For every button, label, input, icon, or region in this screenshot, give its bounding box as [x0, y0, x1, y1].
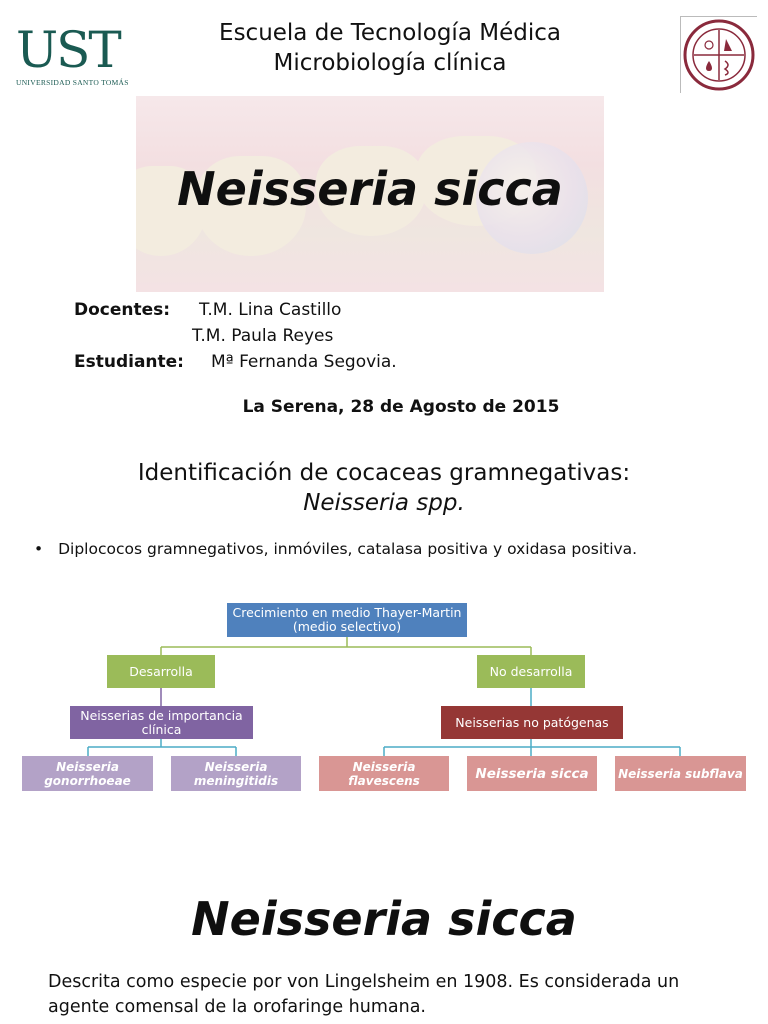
diagram-gonorrhoeae	[22, 756, 153, 791]
main-description: Descrita como especie por von Lingelsheim en 1908. Es considerada un agente comensal de la orofaringe humana.	[48, 972, 680, 1017]
diagram-flavescens	[319, 756, 449, 791]
diagram-no-patogenas	[441, 706, 623, 739]
logo-subtitle: UNIVERSIDAD SANTO TOMÁS	[16, 78, 129, 87]
diagram-flavescens-text: Neisseria flavescens	[348, 759, 420, 788]
diagram-no-patogenas-text: Neisserias no patógenas	[455, 714, 609, 730]
diagram-desarrolla	[107, 655, 215, 688]
header-title-line1: Escuela de Tecnología Médica	[219, 20, 561, 46]
diagram-sicca-text: Neisseria sicca	[475, 765, 589, 782]
diagram-root-text: Crecimiento en medio Thayer-Martin (medio selectivo)	[232, 605, 462, 634]
header-title-line2: Microbiología clínica	[273, 50, 507, 76]
section-title-line1: Identificación de cocaceas gramnegativas:	[137, 460, 631, 486]
main-title: Neisseria sicca	[191, 892, 577, 946]
logo-letters: UST	[16, 21, 120, 79]
diagram-subflava-text: Neisseria subflava	[618, 766, 743, 781]
estudiante-label: Estudiante:	[74, 352, 184, 372]
docente-2: T.M. Paula Reyes	[192, 326, 334, 346]
diagram-meningitidis-text: Neisseria meningitidis	[193, 759, 279, 788]
diagram-subflava	[615, 756, 746, 791]
estudiante-name: Mª Fernanda Segovia.	[211, 352, 397, 372]
section-title-line2: Neisseria spp.	[303, 490, 465, 516]
docente-1: T.M. Lina Castillo	[199, 300, 342, 320]
diagram-sicca	[467, 756, 597, 791]
diagram-meningitidis	[171, 756, 301, 791]
docentes-label: Docentes:	[74, 300, 171, 320]
diagram-no-desarrolla-text: No desarrolla	[489, 663, 573, 679]
diagram-desarrolla-text: Desarrolla	[129, 663, 193, 679]
diagram-importancia-clinica-text: Neisserias de importancia clínica	[80, 707, 243, 737]
diagram-root	[227, 603, 467, 637]
diagram-gonorrhoeae-text: Neisseria gonorrhoeae	[44, 759, 131, 788]
diagram-importancia-clinica	[70, 706, 253, 739]
banner-title: Neisseria sicca	[177, 162, 563, 216]
diagram-no-desarrolla	[477, 655, 585, 688]
bullet-dot-icon: •	[34, 540, 44, 558]
bullet-text: Diplococos gramnegativos, inmóviles, catalasa positiva y oxidasa positiva.	[58, 540, 638, 558]
place-date: La Serena, 28 de Agosto de 2015	[242, 397, 560, 417]
